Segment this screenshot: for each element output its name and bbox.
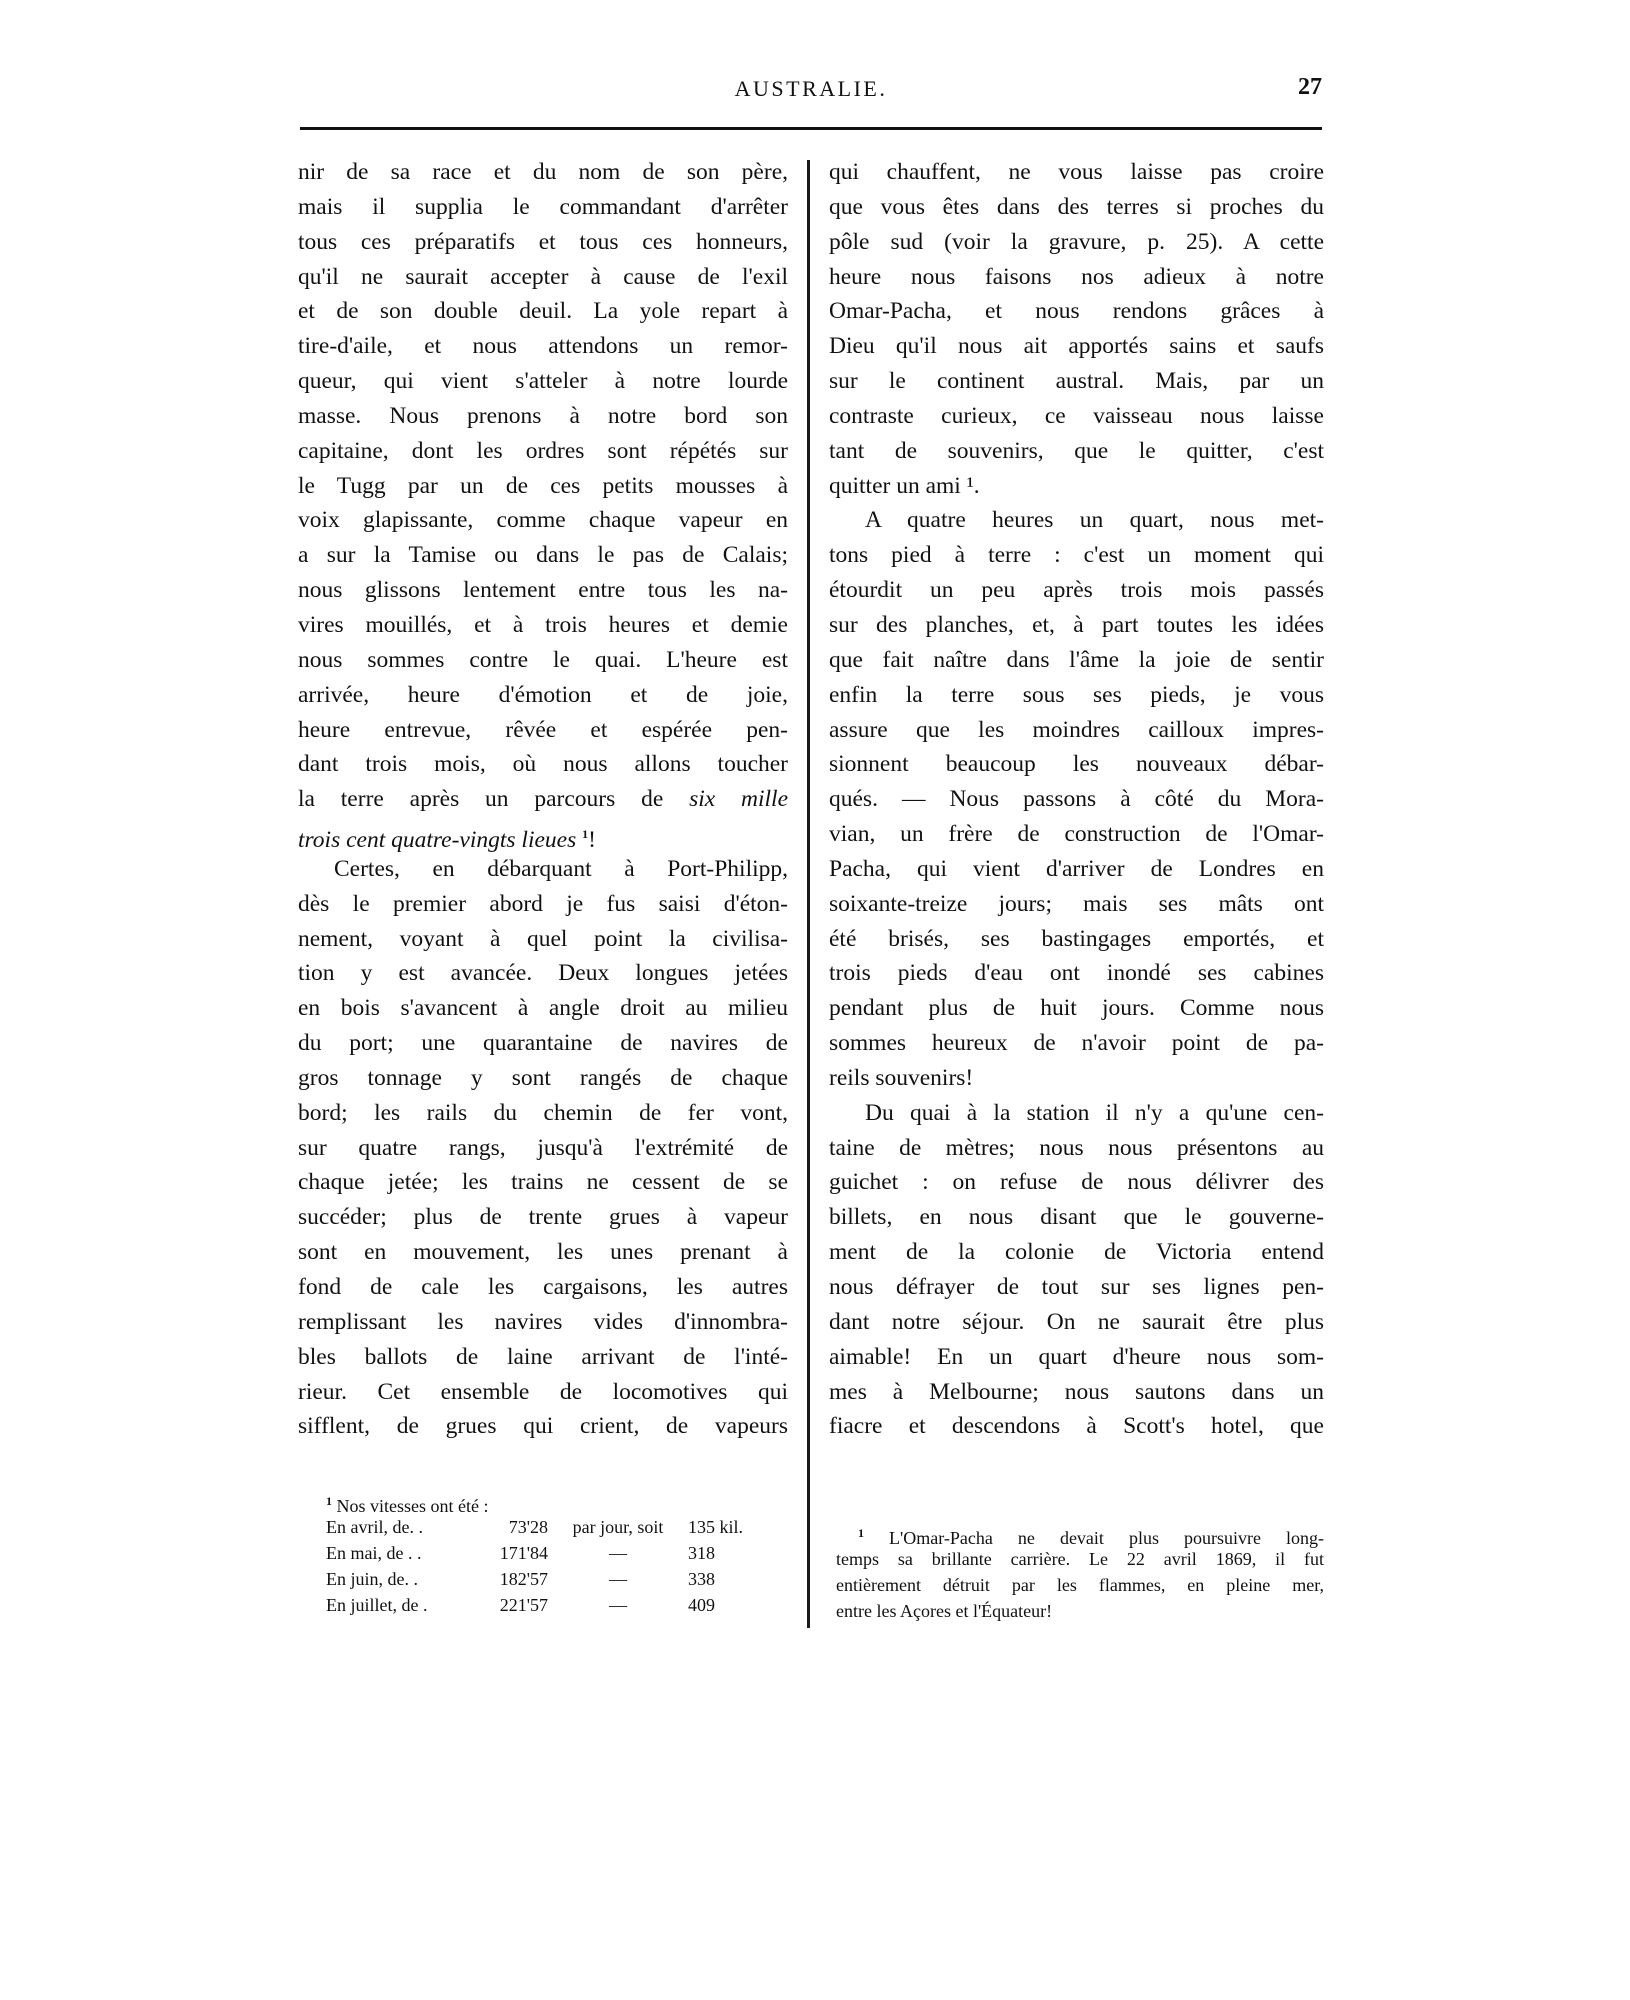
speed-cell: 73'28 [508,1517,548,1537]
text-line: sur le continent austral. Mais, par un [829,368,1324,395]
speed-cell: 182'57 [499,1569,548,1589]
text-line: voix glapissante, comme chaque vapeur en [298,507,788,534]
table-row [326,1592,743,1618]
text-line: succéder; plus de trente grues à vapeur [298,1204,788,1231]
text-line: du port; une quarantaine de navires de [298,1030,788,1057]
text-line: trois pieds d'eau ont inondé ses cabines [829,960,1324,987]
footnote-line: $^1$ L'Omar-Pacha ne devait plus poursuivre long- [858,1526,1325,1548]
text-line: taine de mètres; nous nous présentons au [829,1134,1324,1161]
text-line: pôle sud (voir la gravure, p. 25). A cette [829,228,1324,255]
footnote-speeds [326,1488,796,1618]
text-line: en bois s'avancent à angle droit au milieu [298,995,788,1022]
footnote-intro: $^1$ Nos vitesses ont été : [326,1494,489,1516]
text-line: mes à Melbourne; nous sautons dans un [829,1378,1324,1405]
running-title: AUSTRALIE. [734,76,888,101]
text-line: contraste curieux, ce vaisseau nous laisse [829,402,1324,429]
text-line: billets, en nous disant que le gouverne- [829,1204,1324,1231]
footnote-marker: 1 [858,1526,864,1540]
text-line: gros tonnage y sont rangés de chaque [298,1064,788,1091]
footnote-line: entre les Açores et l'Équateur! [836,1601,1053,1621]
text-line: été brisés, ses bastingages emportés, et [829,925,1324,952]
table-row [326,1566,743,1592]
text-line: queur, qui vient s'atteler à notre lourde [298,368,788,395]
text-line: ment de la colonie de Victoria entend [829,1239,1324,1266]
footnote-line: temps sa brillante carrière. Le 22 avril 1869, il fut [836,1549,1324,1569]
text-line: sifflent, de grues qui crient, de vapeurs [298,1413,788,1440]
text-line: soixante-treize jours; mais ses mâts ont [829,890,1324,917]
text-line: étourdit un peu après trois mois passés [829,577,1324,604]
header-rule [300,127,1322,130]
text-line: Omar-Pacha, et nous rendons grâces à [829,298,1324,325]
text-line: nir de sa race et du nom de son père, [298,159,788,185]
text-line: arrivée, heure d'émotion et de joie, [298,681,788,708]
text-line: que vous êtes dans des terres si proches du [829,193,1324,220]
text-line: tire-d'aile, et nous attendons un remor- [298,333,788,360]
text-line: a sur la Tamise ou dans le pas de Calais; [298,542,788,569]
italic-phrase: trois cent quatre-vingts lieues [298,826,577,853]
text-line: capitaine, dont les ordres sont répétés sur [298,437,788,464]
text-line: nous glissons lentement entre tous les na- [298,577,788,604]
italic-phrase: six mille [689,786,789,813]
unit-cell: par jour, soit [572,1517,664,1537]
text-line: sur quatre rangs, jusqu'à l'extrémité de [298,1134,788,1161]
km-cell: 318 [688,1543,715,1563]
text-line: rieur. Cet ensemble de locomotives qui [298,1378,788,1405]
month-cell: En juin, de. . [326,1569,418,1589]
text-line: qués. — Nous passons à côté du Mora- [829,786,1324,813]
speed-cell: 171'84 [499,1543,548,1563]
text-line: vian, un frère de construction de l'Omar- [829,821,1324,848]
text-line: reils souvenirs! [829,1064,974,1091]
text-line: tion y est avancée. Deux longues jetées [298,960,788,987]
text-line-italic-end: la terre après un parcours de six mille [298,786,789,813]
text-line: dès le premier abord je fus saisi d'éton- [298,890,788,917]
text-line: vires mouillés, et à trois heures et demie [298,611,788,638]
text-line: que fait naître dans l'âme la joie de sentir [829,646,1324,673]
text-line: qu'il ne saurait accepter à cause de l'exil [298,263,788,290]
text-line: nement, voyant à quel point la civilisa- [298,925,788,952]
table-row [326,1514,743,1540]
text-line: sur des planches, et, à part toutes les idées [829,611,1324,638]
page-number: 27 [1298,74,1322,100]
km-cell: 135 kil. [688,1517,744,1537]
text-line: chaque jetée; les trains ne cessent de se [298,1169,788,1196]
text-line: heure entrevue, rêvée et espérée pen- [298,716,788,743]
text-line: Dieu qu'il nous ait apportés sains et saufs [829,333,1324,360]
text-line: et de son double deuil. La yole repart à [298,298,788,325]
text-line: remplissant les navires vides d'innombra- [298,1308,788,1335]
footnote-line: entièrement détruit par les flammes, en pleine mer, [836,1575,1324,1595]
text-line: guichet : on refuse de nous délivrer des [829,1169,1324,1196]
speed-table [326,1514,743,1618]
text-line: tant de souvenirs, que le quitter, c'est [829,437,1324,464]
text-line: qui chauffent, ne vous laisse pas croire [829,159,1324,185]
text-line: masse. Nous prenons à notre bord son [298,402,788,429]
text-line: tons pied à terre : c'est un moment qui [829,542,1324,569]
unit-cell: — [609,1543,627,1563]
footnote-ref[interactable]: 1 [582,827,589,842]
running-head [300,72,1322,112]
paragraph-start: A quatre heures un quart, nous met- [865,507,1324,534]
left-column [298,155,788,1444]
text-line: bles ballots de laine arrivant de l'inté- [298,1343,788,1370]
paragraph-start: Du quai à la station il n'y a qu'une cen- [865,1099,1324,1126]
text-line: Pacha, qui vient d'arriver de Londres en [829,855,1324,882]
text-line: quitter un ami ¹. [829,472,980,499]
month-cell: En juillet, de . [326,1595,428,1615]
text-line: bord; les rails du chemin de fer vont, [298,1099,788,1126]
footnote-omar-pacha [836,1520,1324,1624]
text-line: dant trois mois, où nous allons toucher [298,751,788,778]
speed-cell: 221'57 [499,1595,548,1615]
table-row [326,1540,743,1566]
text-line: heure nous faisons nos adieux à notre [829,263,1324,290]
unit-cell: — [609,1569,627,1589]
paragraph-start: Certes, en débarquant à Port-Philipp, [334,855,788,882]
km-cell: 338 [688,1569,715,1589]
text-line: sionnent beaucoup les nouveaux débar- [829,751,1324,778]
text-line: le Tugg par un de ces petits mousses à [298,472,788,499]
text-line: nous défrayer de tout sur ses lignes pen- [829,1274,1324,1300]
month-cell: En mai, de . . [326,1543,422,1563]
month-cell: En avril, de. . [326,1517,423,1537]
text-line: assure que les moindres cailloux impres- [829,716,1324,743]
text-line: mais il supplia le commandant d'arrêter [298,193,788,220]
text-line-italic: trois cent quatre-vingts lieues $^1$! [298,826,596,853]
text-line: fond de cale les cargaisons, les autres [298,1274,788,1300]
text-line: enfin la terre sous ses pieds, je vous [829,681,1324,708]
text-line: dant notre séjour. On ne saurait être plus [829,1308,1324,1335]
text-line: aimable! En un quart d'heure nous som- [829,1343,1324,1370]
km-cell: 409 [688,1595,715,1615]
column-divider [807,160,810,1628]
text-line: sommes heureux de n'avoir point de pa- [829,1030,1324,1057]
unit-cell: — [609,1595,627,1615]
text-line: pendant plus de huit jours. Comme nous [829,995,1324,1022]
footnote-marker: 1 [326,1494,332,1508]
text-line: nous sommes contre le quai. L'heure est [298,646,788,673]
text-line: sont en mouvement, les unes prenant à [298,1239,788,1266]
right-column [829,155,1324,1444]
text-line: tous ces préparatifs et tous ces honneurs, [298,228,788,255]
text-line: fiacre et descendons à Scott's hotel, que [829,1413,1324,1440]
